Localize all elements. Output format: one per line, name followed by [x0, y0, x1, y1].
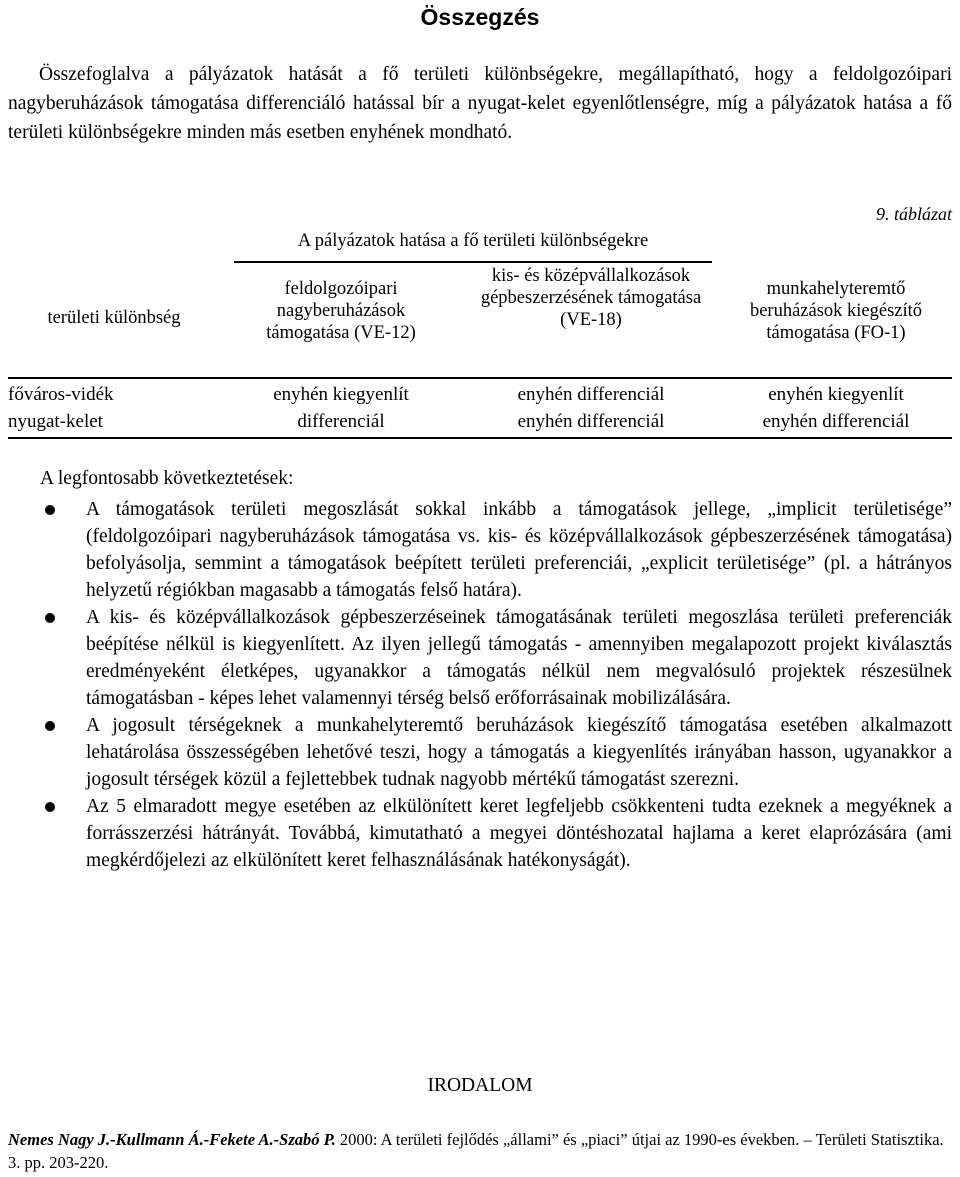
table-cell: enyhén kiegyenlít [768, 384, 904, 405]
list-item-text: Az 5 elmaradott megye esetében az elkülönített keret legfeljebb csökkenteni tudta ezeknek a megyéknek a forrásszerzési hátrányát. Továbbá, kimutatható a megyei döntéshozatal hajlama a keret elaprózására (ami megkérdőjelezi az elkülönített keret felhasználásának hatékonyságát). [86, 796, 952, 871]
list-item [0, 604, 960, 712]
bullet-icon [45, 802, 55, 812]
reference-text: 2000: A területi fejlődés „állami” és „piaci” útjai az 1990-es években. – Területi Statisztika. 3. pp. 203-220. [8, 1130, 944, 1172]
section-title: Összegzés [420, 4, 540, 30]
table-caption: 9. táblázat [875, 204, 952, 224]
list-item [0, 496, 960, 604]
table-cell: enyhén differenciál [517, 411, 665, 432]
table-rule-top [234, 261, 712, 263]
table-column-header-ve12: feldolgozóipari nagyberuházások támogatása (VE-12) [266, 279, 416, 343]
table-column-header-fo1: munkahelyteremtő beruházások kiegészítő támogatása (FO-1) [749, 279, 923, 343]
table-cell: enyhén kiegyenlít [273, 384, 409, 405]
table-cell: enyhén differenciál [762, 411, 910, 432]
list-item-text: A támogatások területi megoszlását sokkal inkább a támogatások jellege, „implicit területisége” (feldolgozóipari nagyberuházások támogatása vs. kis- és középvállalkozások gépbeszerzésének támogatása) befolyásolja, semmint a támogatások beépített területi preferenciái, „explicit területisége” (pl. a hátrányos helyzetű régiókban magasabb a támogatás felső határa). [86, 499, 952, 601]
table-row-label: nyugat-kelet [8, 411, 103, 432]
bullet-icon [45, 505, 55, 515]
list-item [0, 793, 960, 874]
table-cell: enyhén differenciál [517, 384, 665, 405]
conclusions-list [0, 496, 960, 874]
bullet-icon [45, 721, 55, 731]
reference-entry [8, 1128, 952, 1174]
table-column-header-ve18: kis- és középvállalkozások gépbeszerzésének támogatása (VE-18) [480, 266, 702, 330]
list-item-text: A jogosult térségeknek a munkahelyteremtő beruházások kiegészítő támogatása esetében alkalmazott lehatárolása összességében lehetővé teszi, hogy a támogatás a kiegyenlítés irányában hasson, ugyanakkor a jogosult térségek közül a fejlettebbek tudnak nagyobb mértékű támogatást szerezni. [86, 715, 952, 790]
table-row-header: területi különbség [47, 308, 181, 328]
intro-paragraph: Összefoglalva a pályázatok hatását a fő területi különbségekre, megállapítható, hogy a feldolgozóipari nagyberuházások támogatása differenciáló hatással bír a nyugat-kelet egyenlőtlenségre, míg a pályázatok hatása a fő területi különbségekre minden más esetben enyhének mondható. [8, 64, 952, 143]
table-group-header: A pályázatok hatása a fő területi különbségekre [297, 231, 649, 251]
list-item [0, 712, 960, 793]
table-rule-bottom [8, 437, 952, 439]
bullet-icon [45, 613, 55, 623]
references-heading: IRODALOM [427, 1075, 533, 1096]
list-item-text: A kis- és középvállalkozások gépbeszerzéseinek támogatásának területi megoszlása területi preferenciák beépítése nélkül is kiegyenlített. Az ilyen jellegű támogatás - amennyiben megalapozott projekt kiválasztás eredményeként életképes, ugyanakkor a támogatás nélkül nem megvalósuló projektek részesülnek támogatásban - képes lehet valamennyi térség belső erőforrásainak mobilizálására. [86, 607, 952, 709]
reference-authors: Nemes Nagy J.-Kullmann Á.-Fekete A.-Szabó P. [8, 1130, 336, 1149]
table-cell: differenciál [297, 411, 385, 432]
table-row-label: főváros-vidék [8, 384, 114, 405]
conclusions-heading: A legfontosabb következtetések: [40, 468, 294, 489]
table-rule-middle [8, 377, 952, 379]
